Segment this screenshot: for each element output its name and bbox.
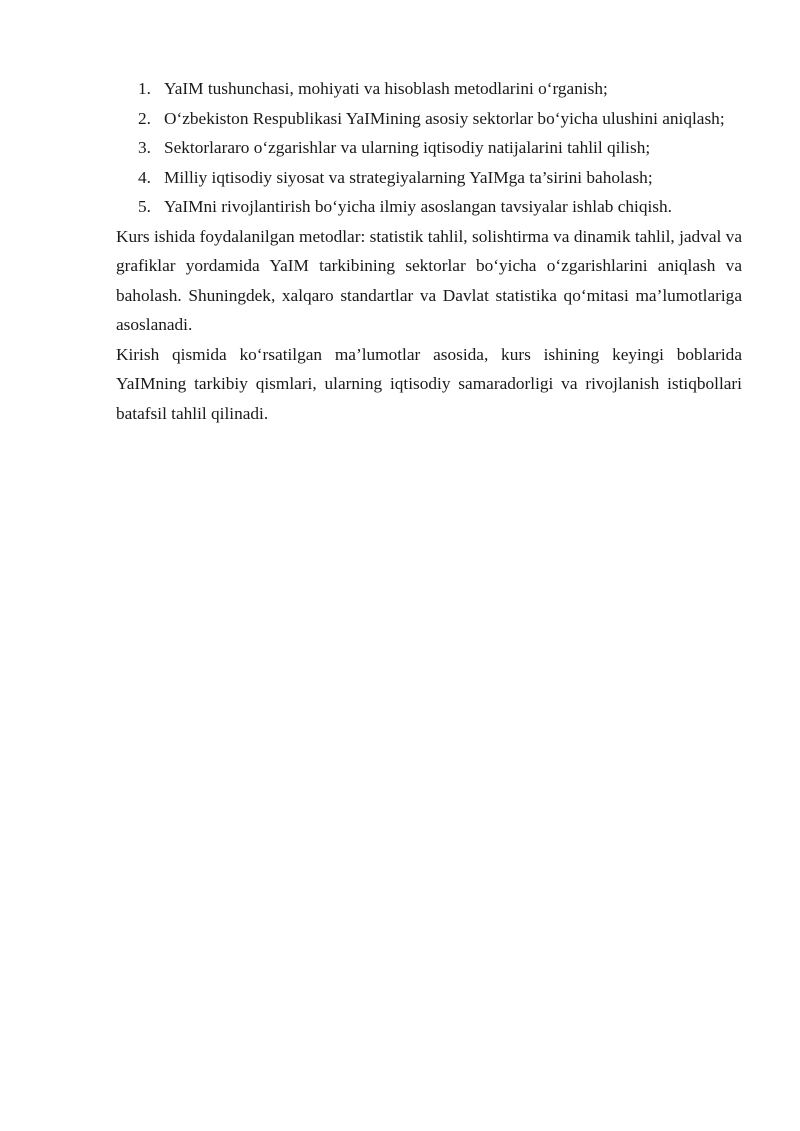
list-item-text: YaIM tushunchasi, mohiyati va hisoblash metodlarini o‘rganish; <box>164 79 608 98</box>
list-item-text: YaIMni rivojlantirish bo‘yicha ilmiy asoslangan tavsiyalar ishlab chiqish. <box>164 197 672 216</box>
list-item-number: 3. <box>138 138 151 157</box>
list-item-number: 4. <box>138 167 151 187</box>
goals-list <box>116 74 742 222</box>
list-item-text: O‘zbekiston Respublikasi YaIMining asosiy sektorlar bo‘yicha ulushini aniqlash; <box>164 108 725 128</box>
introduction-summary-paragraph: Kirish qismida ko‘rsatilgan ma’lumotlar asosida, kurs ishining keyingi boblarida YaIMning tarkibiy qismlari, ularning iqtisodiy samaradorligi va rivojlanish istiqbollari batafsil tahlil qilinadi. <box>116 344 742 423</box>
list-item <box>116 104 742 134</box>
methods-paragraph: Kurs ishida foydalanilgan metodlar: statistik tahlil, solishtirma va dinamik tahlil, jadval va grafiklar yordamida YaIM tarkibining sektorlar bo‘yicha o‘zgarishlarini aniqlash va baholash. Shuningdek, xalqaro standartlar va Davlat statistika qo‘mitasi ma’lumotlariga asoslanadi. <box>116 226 742 334</box>
list-item <box>116 74 742 104</box>
list-item-number: 2. <box>138 108 151 128</box>
document-body <box>116 74 742 428</box>
list-item <box>116 133 742 163</box>
list-item-text: Milliy iqtisodiy siyosat va strategiyalarning YaIMga ta’sirini baholash; <box>164 167 653 187</box>
list-item-text: Sektorlararo o‘zgarishlar va ularning iqtisodiy natijalarini tahlil qilish; <box>164 138 651 157</box>
list-item-number: 5. <box>138 197 151 216</box>
list-item-number: 1. <box>138 79 151 98</box>
list-item <box>116 192 742 222</box>
list-item <box>116 163 742 193</box>
